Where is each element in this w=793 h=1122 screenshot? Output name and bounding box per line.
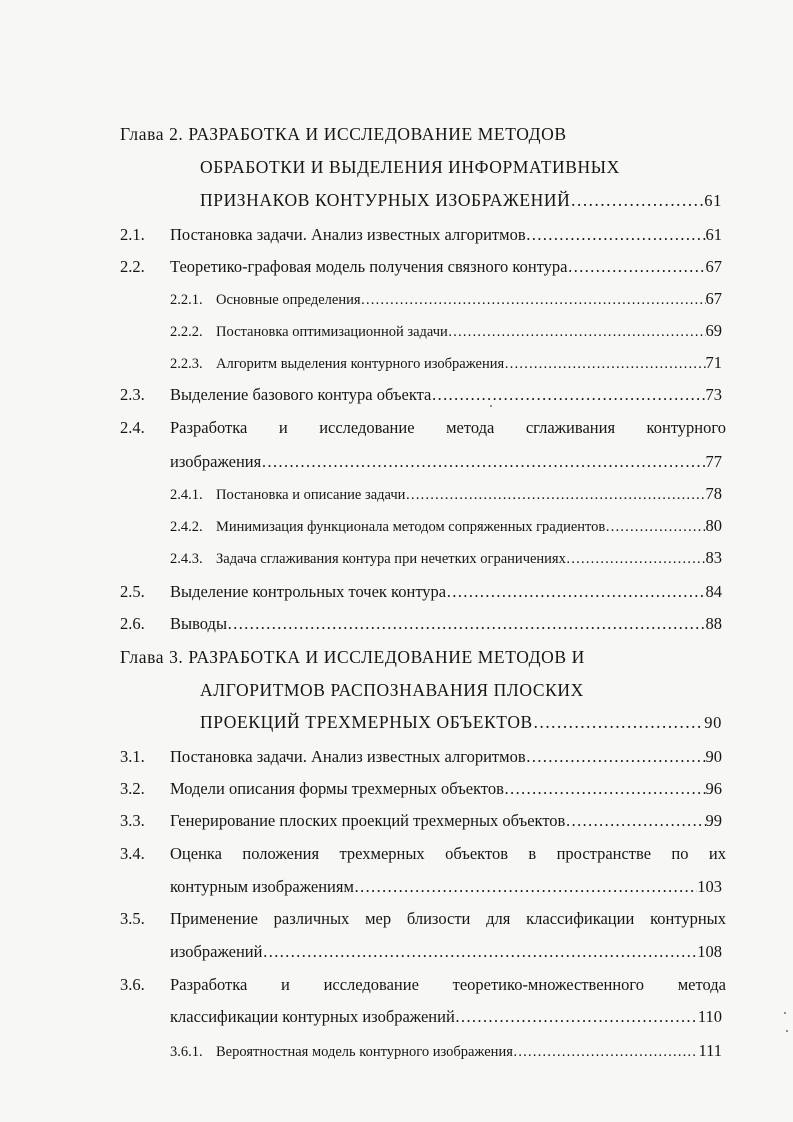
chapter-3-title-line-3: ПРОЕКЦИЙ ТРЕХМЕРНЫХ ОБЪЕКТОВ	[200, 712, 533, 732]
section-number: 2.6.	[120, 614, 145, 633]
page-number: 71	[705, 353, 722, 372]
page-number: 108	[697, 942, 722, 961]
toc-entry-2-4-3	[170, 545, 722, 571]
section-title: Выводы	[170, 614, 228, 633]
dot-leader	[504, 351, 705, 376]
section-number: 2.1.	[120, 225, 145, 244]
dot-leader	[455, 1004, 698, 1030]
section-title: Модели описания формы трехмерных объектов	[170, 779, 504, 798]
section-title-line-1: Оценка положения трехмерных объектов в пространстве по их	[170, 844, 726, 863]
section-number: 3.5.	[120, 909, 145, 928]
dot-leader	[361, 287, 706, 312]
section-number: 3.2.	[120, 779, 145, 798]
subsection-number: 2.2.3.	[170, 356, 203, 372]
toc-entry-3-4-line-1	[120, 841, 726, 867]
page-number: 67	[705, 257, 722, 276]
section-title: Выделение контрольных точек контура	[170, 582, 447, 601]
chapter-3-title-line-2: АЛГОРИТМОВ РАСПОЗНАВАНИЯ ПЛОСКИХ	[200, 680, 584, 700]
dot-leader	[526, 222, 706, 248]
dot-leader	[605, 514, 705, 539]
chapter-2-heading-line-1	[120, 121, 720, 147]
page-number: 84	[705, 582, 722, 601]
section-number: 2.3.	[120, 385, 145, 404]
section-title-line-1: Применение различных мер близости для классификации контурных	[170, 909, 726, 928]
toc-entry-2-4-line-1	[120, 415, 726, 441]
subsection-title: Минимизация функционала методом сопряженных градиентов	[216, 519, 606, 535]
section-title-line-2: контурным изображениям	[170, 877, 354, 896]
chapter-3-title-line-1: РАЗРАБОТКА И ИССЛЕДОВАНИЕ МЕТОДОВ И	[188, 647, 585, 667]
section-title: Генерирование плоских проекций трехмерных объектов	[170, 811, 566, 830]
section-number: 2.2.	[120, 257, 145, 276]
section-number: 3.4.	[120, 844, 145, 863]
chapter-3-heading-line-1	[120, 644, 720, 670]
section-title-line-2: классификации контурных изображений	[170, 1007, 455, 1026]
page-number: 78	[705, 484, 722, 503]
dot-leader	[565, 808, 705, 834]
page-number: 73	[705, 385, 722, 404]
subsection-title: Постановка и описание задачи	[216, 487, 406, 503]
scan-speckle	[784, 1012, 786, 1014]
section-number: 2.5.	[120, 582, 145, 601]
dot-leader	[570, 187, 704, 213]
page-number: 67	[705, 289, 722, 308]
toc-entry-3-1	[120, 744, 722, 770]
chapter-2-label: Глава 2.	[120, 124, 184, 144]
scan-speckle	[786, 1030, 788, 1032]
section-number: 3.1.	[120, 747, 145, 766]
toc-entry-3-5-line-1	[120, 906, 726, 932]
chapter-2-title-line-1: РАЗРАБОТКА И ИССЛЕДОВАНИЕ МЕТОДОВ	[188, 124, 567, 144]
toc-entry-3-3	[120, 808, 722, 834]
chapter-3-heading-line-2	[200, 677, 720, 703]
page-number: 90	[705, 747, 722, 766]
page-number: 69	[705, 321, 722, 340]
toc-entry-2-1	[120, 222, 722, 248]
toc-entry-2-3	[120, 382, 722, 408]
section-title-line-1: Разработка и исследование метода сглаживания контурного	[170, 418, 726, 437]
toc-entry-2-4-2	[170, 513, 722, 539]
dot-leader	[354, 874, 697, 900]
dot-leader	[227, 611, 705, 637]
toc-entry-3-6-1	[170, 1038, 722, 1064]
dot-leader	[261, 449, 705, 475]
page-number: 88	[705, 614, 722, 633]
toc-entry-3-4-line-2	[170, 874, 722, 900]
dot-leader	[448, 319, 706, 344]
subsection-title: Основные определения	[216, 292, 361, 308]
chapter-2-heading-line-2	[200, 154, 720, 180]
subsection-title: Вероятностная модель контурного изображения	[216, 1044, 513, 1060]
toc-entry-2-2	[120, 254, 722, 280]
toc-entry-2-2-1	[170, 286, 722, 312]
dot-leader	[526, 744, 706, 770]
page-number: 80	[705, 516, 722, 535]
page-number: 111	[698, 1041, 722, 1060]
section-title: Постановка задачи. Анализ известных алгоритмов	[170, 225, 526, 244]
dot-leader	[262, 939, 697, 965]
page-number: 110	[697, 1007, 722, 1026]
subsection-number: 3.6.1.	[170, 1044, 203, 1060]
chapter-2-title-line-3: ПРИЗНАКОВ КОНТУРНЫХ ИЗОБРАЖЕНИЙ	[200, 190, 571, 210]
section-number: 2.4.	[120, 418, 145, 437]
dot-leader	[431, 382, 705, 408]
dot-leader	[446, 579, 705, 605]
page-number: 99	[705, 811, 722, 830]
section-number: 3.6.	[120, 975, 145, 994]
dot-leader	[568, 254, 706, 280]
scan-speckle	[490, 405, 492, 407]
page-number: 103	[697, 877, 722, 896]
subsection-number: 2.2.1.	[170, 292, 203, 308]
section-title: Теоретико-графовая модель получения связного контура	[170, 257, 568, 276]
toc-entry-3-6-line-1	[120, 972, 726, 998]
subsection-title: Постановка оптимизационной задачи	[216, 324, 448, 340]
dot-leader	[504, 776, 706, 802]
chapter-2-page-number: 61	[704, 191, 722, 210]
toc-entry-2-2-3	[170, 350, 722, 376]
toc-entry-2-5	[120, 579, 722, 605]
dot-leader	[566, 546, 706, 571]
toc-entry-3-5-line-2	[170, 939, 722, 965]
page-number: 77	[705, 452, 722, 471]
dot-leader	[533, 709, 704, 735]
section-title: Постановка задачи. Анализ известных алгоритмов	[170, 747, 526, 766]
section-title-line-2: изображений	[170, 942, 263, 961]
chapter-3-heading-line-3	[200, 709, 722, 735]
subsection-number: 2.4.3.	[170, 551, 203, 567]
page-number: 83	[705, 548, 722, 567]
section-title-line-1: Разработка и исследование теоретико-множественного метода	[170, 975, 726, 994]
toc-entry-2-4-1	[170, 481, 722, 507]
section-title-line-2: изображения	[170, 452, 262, 471]
subsection-number: 2.4.2.	[170, 519, 203, 535]
section-number: 3.3.	[120, 811, 145, 830]
section-title: Выделение базового контура объекта	[170, 385, 432, 404]
chapter-2-heading-line-3	[200, 187, 722, 213]
dot-leader	[405, 482, 705, 507]
toc-entry-2-6	[120, 611, 722, 637]
subsection-title: Алгоритм выделения контурного изображения	[216, 356, 505, 372]
toc-entry-3-2	[120, 776, 722, 802]
subsection-title: Задача сглаживания контура при нечетких ограничениях	[216, 551, 566, 567]
subsection-number: 2.4.1.	[170, 487, 203, 503]
chapter-3-page-number: 90	[704, 713, 722, 732]
page-number: 96	[705, 779, 722, 798]
toc-entry-3-6-line-2	[170, 1004, 722, 1030]
toc-entry-2-2-2	[170, 318, 722, 344]
dot-leader	[513, 1039, 699, 1064]
toc-entry-2-4-line-2	[170, 449, 722, 475]
subsection-number: 2.2.2.	[170, 324, 203, 340]
chapter-3-label: Глава 3.	[120, 647, 184, 667]
page-number: 61	[705, 225, 722, 244]
chapter-2-title-line-2: ОБРАБОТКИ И ВЫДЕЛЕНИЯ ИНФОРМАТИВНЫХ	[200, 157, 620, 177]
